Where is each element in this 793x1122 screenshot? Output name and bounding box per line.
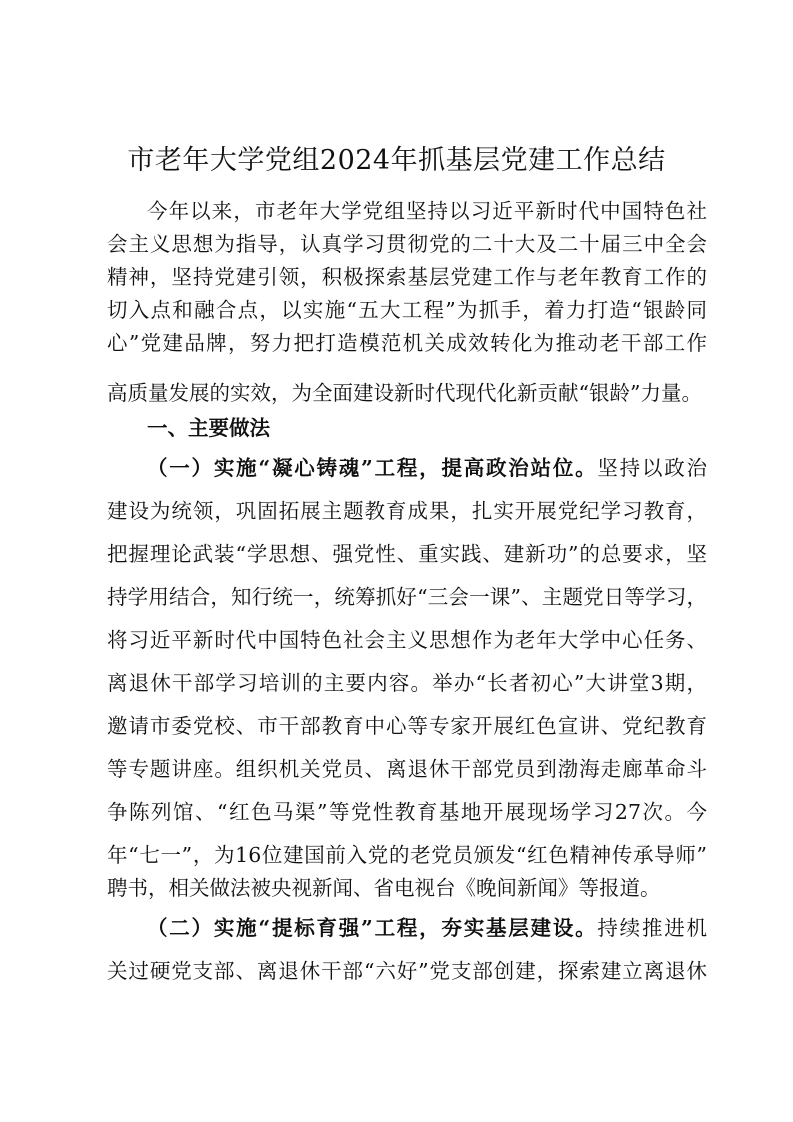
sub1-first-line	[147, 453, 707, 483]
intro-line-2: 会主义思想为指导，认真学习贯彻党的二十大及二十届三中全会	[107, 232, 707, 256]
intro-line-5: 心”党建品牌，努力把打造模范机关成效转化为推动老干部工作	[107, 331, 707, 355]
sub1-first-line-rest: 坚持以政治	[597, 456, 707, 480]
sub1-line-7: 邀请市委党校、市干部教育中心等专家开展红色宣讲、党纪教育	[107, 714, 707, 738]
sub1-bold-lead: （一）实施“凝心铸魂”工程，提高政治站位。	[147, 456, 598, 480]
sub2-bold-lead: （二）实施“提标育强”工程，夯实基层建设。	[147, 916, 598, 940]
sub1-line-3: 把握理论武装“学思想、强党性、重实践、建新功”的总要求，坚	[107, 542, 707, 566]
document-title: 市老年大学党组2024年抓基层党建工作总结	[127, 145, 666, 176]
sub2-first-line-rest: 持续推进机	[597, 916, 707, 940]
sub1-line-11: 聘书，相关做法被央视新闻、省电视台《晚间新闻》等报道。	[107, 876, 661, 900]
sub1-line-5: 将习近平新时代中国特色社会主义思想作为老年大学中心任务、	[107, 628, 707, 652]
intro-line-6: 高质量发展的实效，为全面建设新时代现代化新贡献“银龄”力量。	[107, 381, 702, 405]
sub1-line-4: 持学用结合，知行统一，统筹抓好“三会一课”、主题党日等学习，	[107, 585, 707, 609]
sub1-line-9: 争陈列馆、“红色马渠”等党性教育基地开展现场学习27次。今	[107, 800, 707, 824]
section-heading-main-practices: 一、主要做法	[147, 416, 270, 440]
sub2-line-2: 关过硬党支部、离退休干部“六好”党支部创建，探索建立离退休	[107, 959, 707, 983]
sub1-line-10: 年“七一”，为16位建国前入党的老党员颁发“红色精神传承导师”	[107, 843, 707, 867]
sub1-line-8: 等专题讲座。组织机关党员、离退休干部党员到渤海走廊革命斗	[107, 757, 707, 781]
sub2-first-line	[147, 913, 707, 943]
intro-line-1: 今年以来，市老年大学党组坚持以习近平新时代中国特色社	[147, 199, 707, 223]
sub1-line-2: 建设为统领，巩固拓展主题教育成果，扎实开展党纪学习教育，	[107, 499, 707, 523]
intro-line-4: 切入点和融合点，以实施“五大工程”为抓手，着力打造“银龄同	[107, 298, 707, 322]
intro-line-3: 精神，坚持党建引领，积极探索基层党建工作与老年教育工作的	[107, 265, 707, 289]
sub1-line-6: 离退休干部学习培训的主要内容。举办“长者初心”大讲堂3期，	[107, 671, 707, 695]
